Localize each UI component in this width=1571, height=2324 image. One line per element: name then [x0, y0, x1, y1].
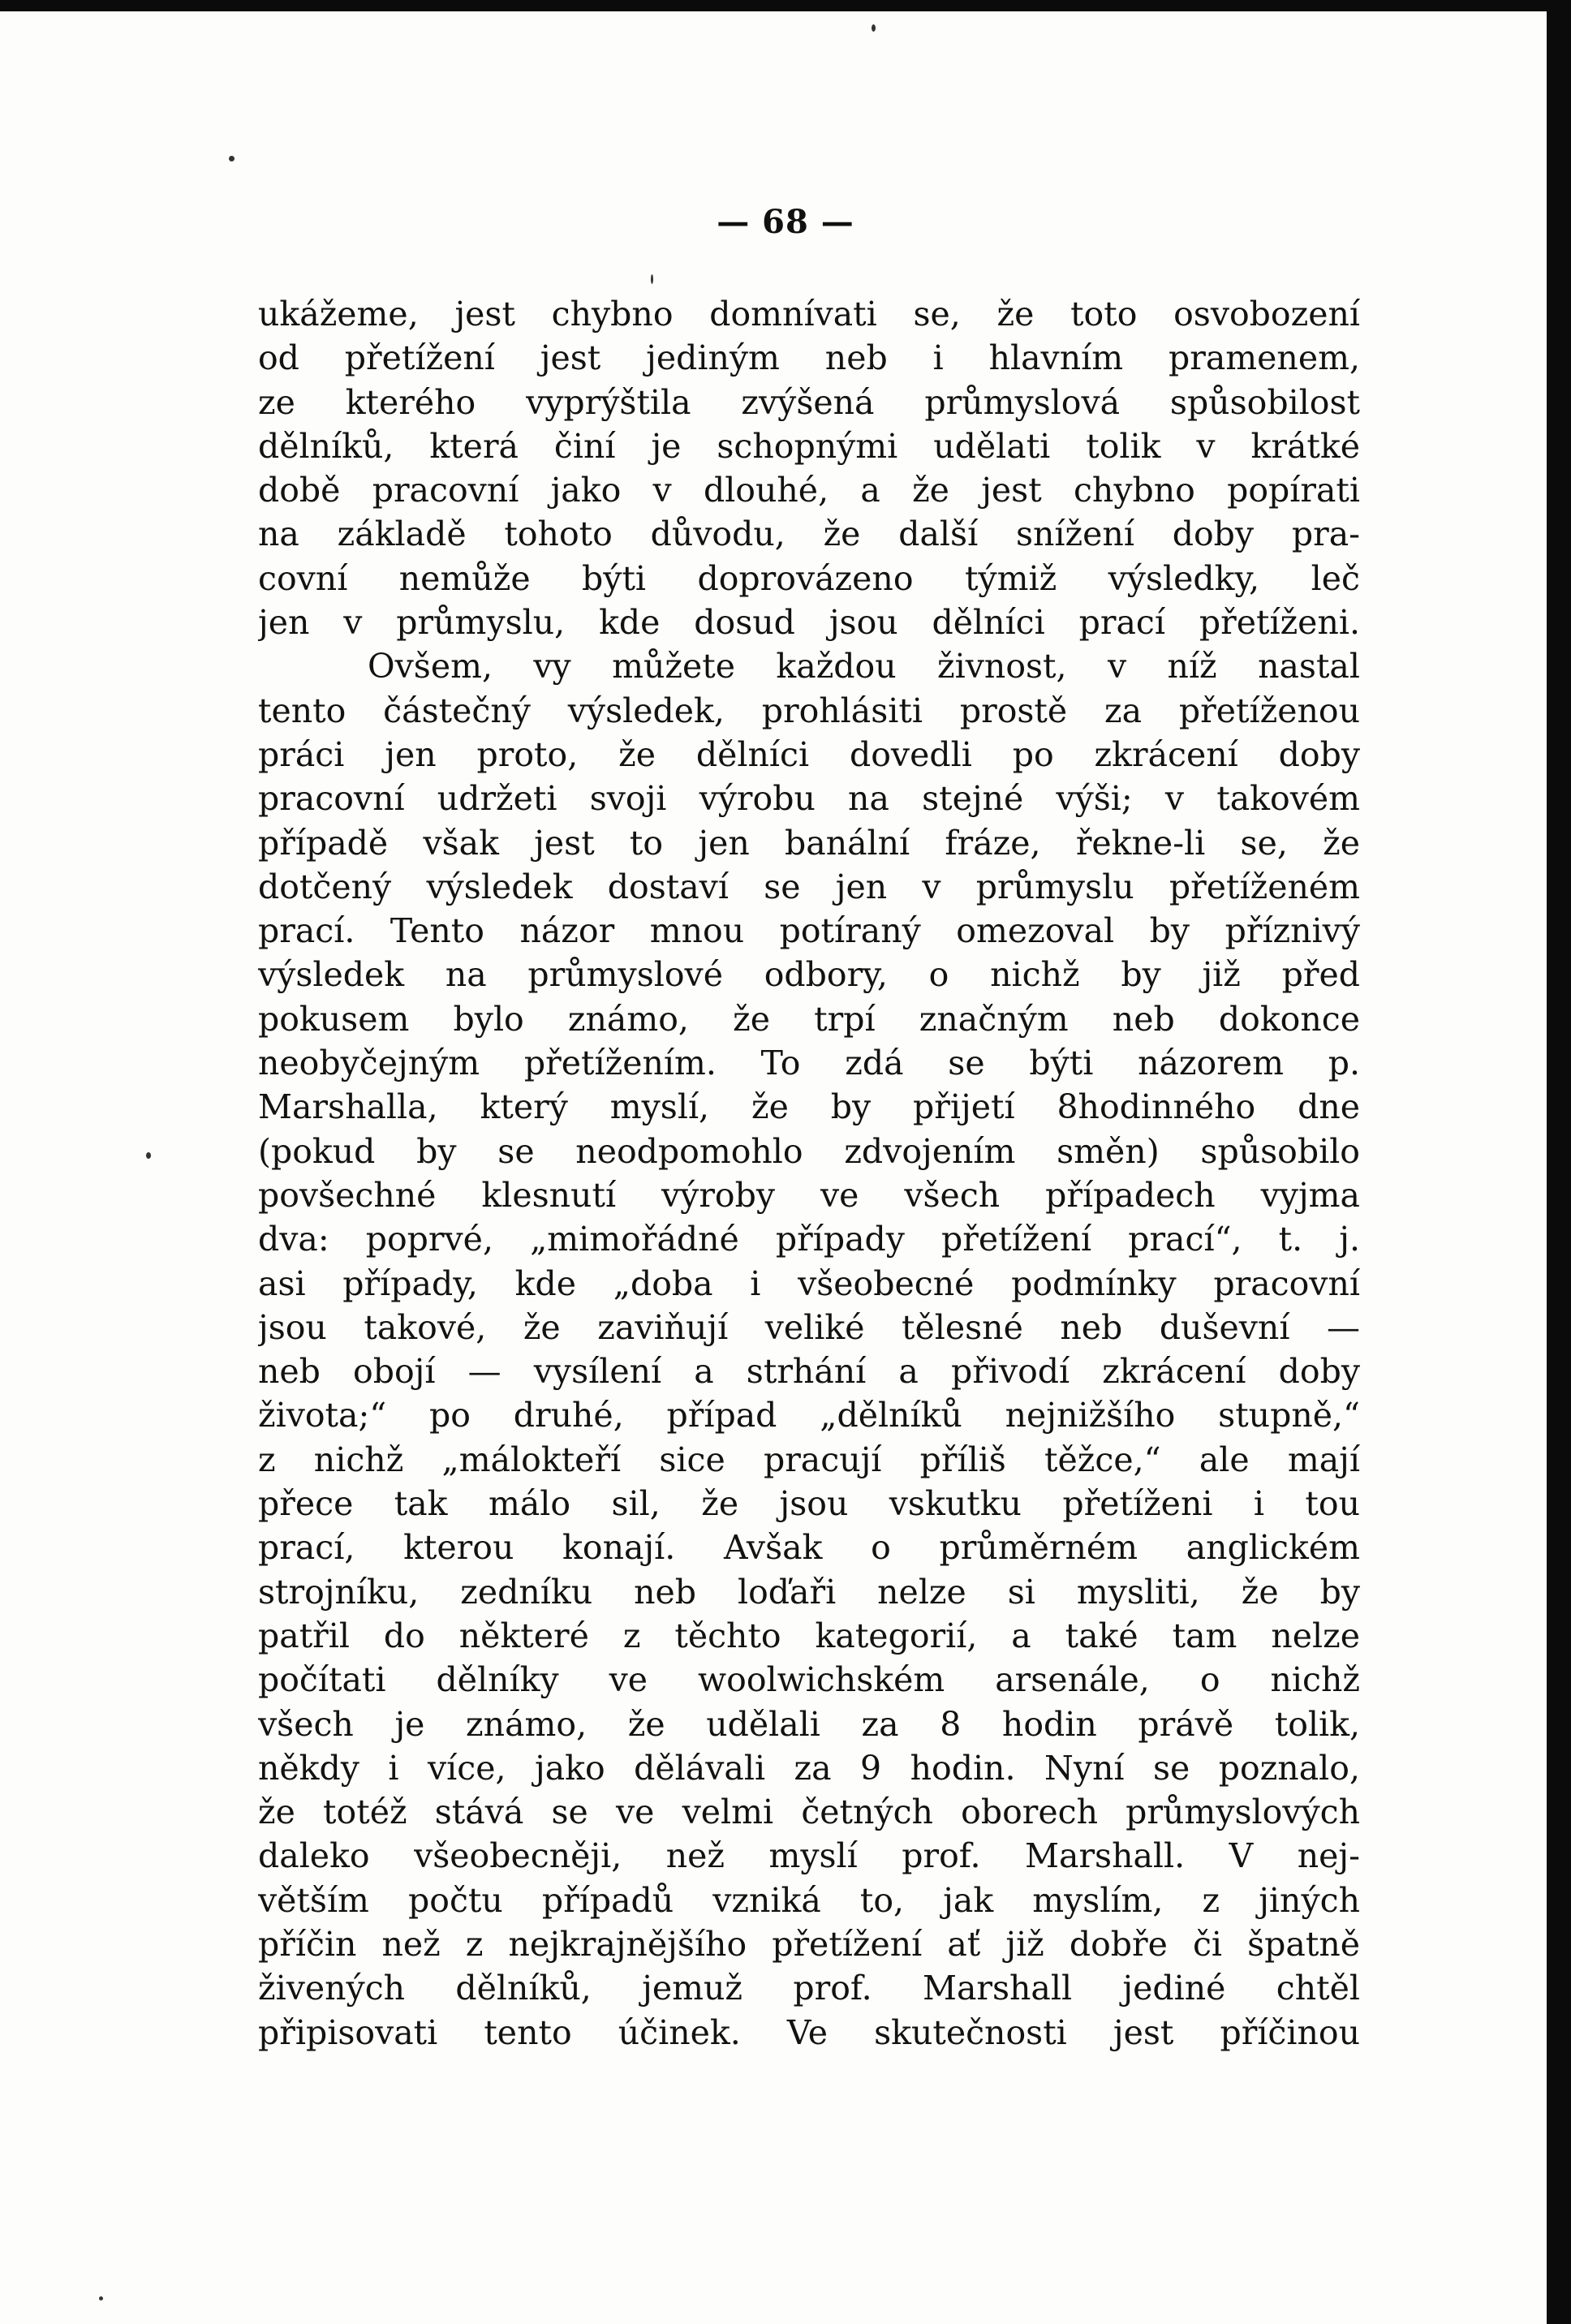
scan-speck: [651, 274, 653, 284]
text-line: někdy i více, jako dělávali za 9 hodin. Nyní se poznalo,: [258, 1748, 1360, 1788]
text-line: výsledek na průmyslové odbory, o nichž by již před: [258, 955, 1360, 995]
text-line: od přetížení jest jediným neb i hlavním pramenem,: [258, 338, 1360, 378]
text-line: neb obojí — vysílení a strhání a přivodí zkrácení doby: [258, 1352, 1360, 1392]
text-line: dva: poprvé, „mimořádné případy přetížení prací“, t. j.: [258, 1220, 1360, 1259]
text-line: asi případy, kde „doba i všeobecné podmínky pracovní: [258, 1263, 1360, 1303]
text-line: práci jen proto, že dělníci dovedli po zkrácení doby: [258, 734, 1360, 774]
text-line: příčin než z nejkrajnějšího přetížení ať již dobře či špatně: [258, 1924, 1360, 1964]
scan-speck: [99, 2296, 103, 2300]
text-line: přece tak málo sil, že jsou vskutku přetíženi i tou: [258, 1484, 1360, 1524]
text-line: covní nemůže býti doprovázeno týmiž výsledky, leč: [258, 558, 1360, 598]
text-line: neobyčejným přetížením. To zdá se býti názorem p.: [258, 1044, 1360, 1083]
text-line: živených dělníků, jemuž prof. Marshall jediné chtěl: [258, 1969, 1360, 2008]
text-line: počítati dělníky ve woolwichském arsenále, o nichž: [258, 1660, 1360, 1700]
text-line: větším počtu případů vzniká to, jak myslím, z jiných: [258, 1880, 1360, 1920]
body-text: [258, 292, 1360, 2055]
text-line: tento částečný výsledek, prohlásiti prostě za přetíženou: [258, 691, 1360, 730]
text-line: připisovati tento účinek. Ve skutečnosti jest příčinou: [258, 2012, 1360, 2052]
scan-border-right: [1547, 0, 1571, 2324]
text-line: na základě tohoto důvodu, že další snížení doby pra-: [258, 514, 1360, 554]
text-line: života;“ po druhé, případ „dělníků nejnižšího stupně,“: [258, 1396, 1360, 1435]
text-line: patřil do některé z těchto kategorií, a také tam nelze: [258, 1616, 1360, 1655]
text-line: Ovšem, vy můžete každou živnost, v níž nastal: [368, 647, 1360, 686]
text-line: ze kterého vyprýštila zvýšená průmyslová spůsobilost: [258, 382, 1360, 422]
text-line: z nichž „málokteří sice pracují příliš těžce,“ ale mají: [258, 1440, 1360, 1479]
text-line: povšechné klesnutí výroby ve všech případech vyjma: [258, 1175, 1360, 1215]
text-line: prací. Tento názor mnou potíraný omezoval by příznivý: [258, 911, 1360, 951]
text-line: dotčený výsledek dostaví se jen v průmyslu přetíženém: [258, 867, 1360, 906]
scan-speck: [146, 1152, 151, 1159]
text-line: daleko všeobecněji, než myslí prof. Marshall. V nej-: [258, 1836, 1360, 1876]
text-line: pokusem bylo známo, že trpí značným neb dokonce: [258, 999, 1360, 1039]
text-line: ukážeme, jest chybno domnívati se, že toto osvobození: [258, 295, 1360, 334]
text-line: případě však jest to jen banální fráze, řekne-li se, že: [258, 823, 1360, 863]
scan-speck: [872, 24, 876, 32]
text-line: prací, kterou konají. Avšak o průměrném anglickém: [258, 1528, 1360, 1568]
text-line: všech je známo, že udělali za 8 hodin právě tolik,: [258, 1704, 1360, 1744]
text-line: jsou takové, že zaviňují veliké tělesné neb duševní —: [258, 1307, 1360, 1347]
scan-speck: [229, 156, 235, 161]
text-line: dělníků, která činí je schopnými udělati tolik v krátké: [258, 426, 1360, 466]
scan-border-top: [0, 0, 1571, 11]
text-line: jen v průmyslu, kde dosud jsou dělníci prací přetíženi.: [258, 603, 1360, 643]
text-line: (pokud by se neodpomohlo zdvojením směn) spůsobilo: [258, 1131, 1360, 1171]
text-line: Marshalla, který myslí, že by přijetí 8hodinného dne: [258, 1087, 1360, 1127]
text-line: pracovní udržeti svoji výrobu na stejné výši; v takovém: [258, 779, 1360, 819]
text-line: době pracovní jako v dlouhé, a že jest chybno popírati: [258, 471, 1360, 510]
page-number: — 68 —: [717, 203, 854, 241]
text-line: strojníku, zedníku neb loďaři nelze si mysliti, že by: [258, 1572, 1360, 1612]
text-line: že totéž stává se ve velmi četných oborech průmyslových: [258, 1792, 1360, 1832]
